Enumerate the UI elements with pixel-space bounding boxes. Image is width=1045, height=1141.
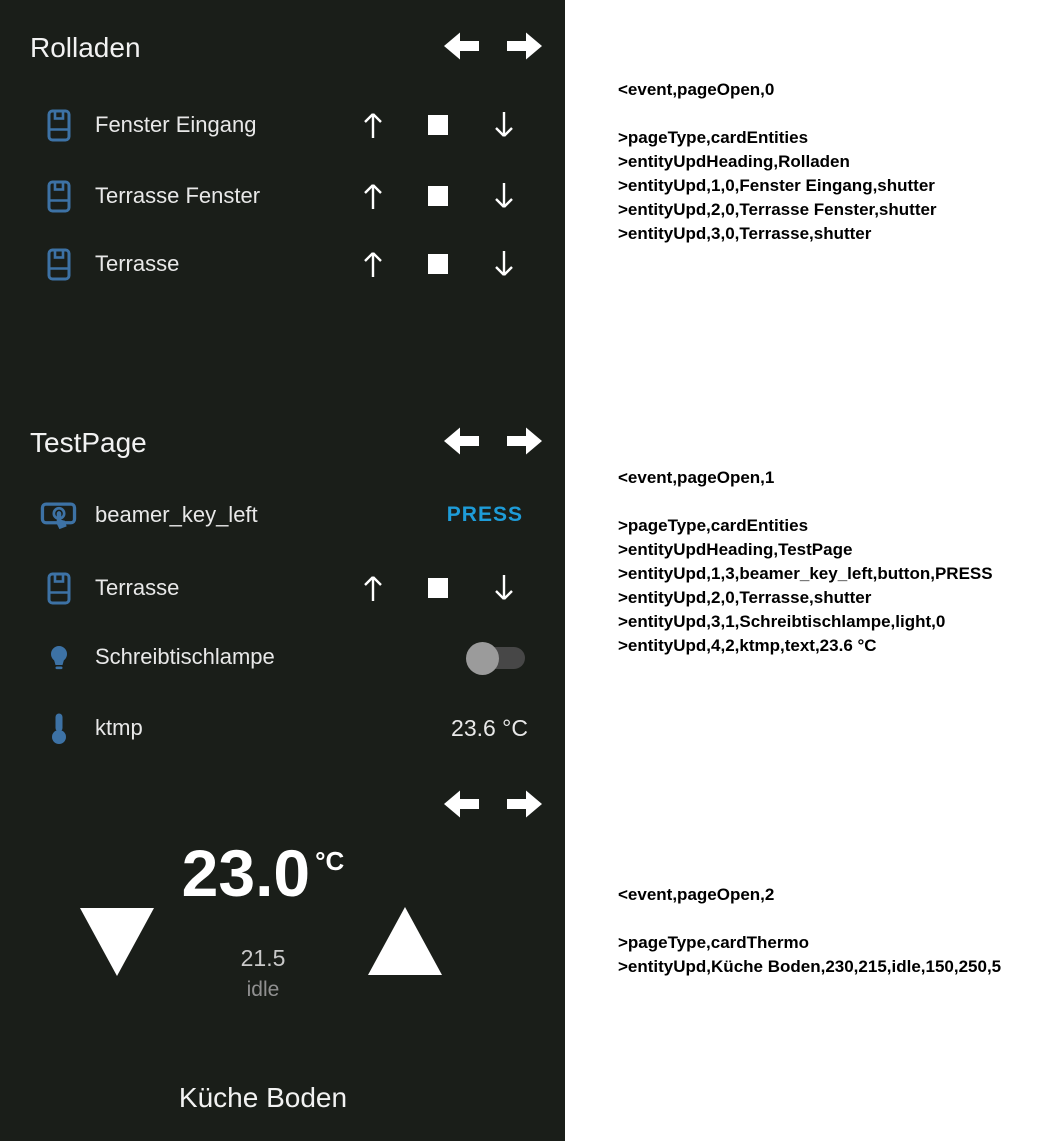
protocol-block-page0 — [618, 78, 1038, 246]
entity-row — [0, 176, 565, 216]
protocol-line: >pageType,cardThermo — [618, 933, 809, 952]
lightbulb-icon — [36, 637, 82, 677]
protocol-event-line: <event,pageOpen,2 — [618, 885, 775, 904]
shutter-down-icon[interactable] — [491, 109, 517, 141]
protocol-event-line: <event,pageOpen,0 — [618, 80, 775, 99]
entity-label: beamer_key_left — [95, 502, 258, 527]
temperature-unit: °C — [315, 846, 345, 876]
protocol-line: >entityUpd,3,1,Schreibtischlampe,light,0 — [618, 612, 946, 631]
nav-prev-icon[interactable] — [441, 426, 481, 456]
protocol-line: >entityUpd,4,2,ktmp,text,23.6 °C — [618, 636, 877, 655]
shutter-down-icon[interactable] — [491, 572, 517, 604]
protocol-block-page2 — [618, 883, 1038, 979]
shutter-down-icon[interactable] — [491, 248, 517, 280]
protocol-line: >entityUpd,1,3,beamer_key_left,button,PRESS — [618, 564, 993, 583]
entity-row — [0, 244, 565, 284]
nav-prev-icon[interactable] — [441, 789, 481, 819]
protocol-line: >entityUpd,3,0,Terrasse,shutter — [618, 224, 872, 243]
protocol-block-page1 — [618, 466, 1038, 658]
protocol-line: >entityUpdHeading,Rolladen — [618, 152, 850, 171]
shutter-up-icon[interactable] — [360, 109, 386, 141]
entity-label: Schreibtischlampe — [95, 644, 275, 669]
thermometer-icon — [36, 708, 82, 748]
page-title: Rolladen — [30, 32, 141, 63]
protocol-responses — [618, 514, 1038, 658]
target-temperature: 21.5 — [240, 945, 286, 971]
press-button[interactable]: PRESS — [446, 503, 523, 526]
shutter-stop-icon[interactable] — [428, 186, 448, 206]
current-temperature — [0, 838, 526, 908]
shutter-up-icon[interactable] — [360, 180, 386, 212]
page-navigation — [441, 426, 545, 456]
protocol-line: >entityUpdHeading,TestPage — [618, 540, 853, 559]
entity-row — [0, 637, 565, 677]
entity-row — [0, 568, 565, 608]
thermostat-title: Küche Boden — [178, 1082, 348, 1113]
nav-next-icon[interactable] — [505, 31, 545, 61]
shutter-icon — [36, 176, 82, 216]
toggle-knob — [466, 642, 499, 675]
gesture-tap-button-icon — [36, 495, 82, 535]
protocol-line: >pageType,cardEntities — [618, 128, 809, 147]
protocol-responses — [618, 931, 1038, 979]
entity-label: ktmp — [95, 715, 143, 740]
shutter-stop-icon[interactable] — [428, 254, 448, 274]
hvac-state: idle — [246, 978, 280, 1001]
entity-label: Terrasse — [95, 575, 180, 600]
protocol-line: >entityUpd,1,0,Fenster Eingang,shutter — [618, 176, 935, 195]
protocol-line: >entityUpd,2,0,Terrasse Fenster,shutter — [618, 200, 937, 219]
shutter-stop-icon[interactable] — [428, 578, 448, 598]
entity-label: Fenster Eingang — [95, 112, 257, 137]
protocol-line: >pageType,cardEntities — [618, 516, 809, 535]
protocol-line: >entityUpd,2,0,Terrasse,shutter — [618, 588, 872, 607]
nav-prev-icon[interactable] — [441, 31, 481, 61]
entity-label: Terrasse Fenster — [95, 183, 261, 208]
protocol-responses — [618, 126, 1038, 246]
light-toggle[interactable] — [468, 647, 525, 669]
shutter-icon — [36, 568, 82, 608]
shutter-up-icon[interactable] — [360, 248, 386, 280]
shutter-icon — [36, 244, 82, 284]
entity-label: Terrasse — [95, 251, 180, 276]
sensor-value: 23.6 °C — [451, 715, 528, 741]
nav-next-icon[interactable] — [505, 426, 545, 456]
page-navigation — [441, 31, 545, 61]
shutter-down-icon[interactable] — [491, 180, 517, 212]
shutter-icon — [36, 105, 82, 145]
page-title: TestPage — [30, 427, 147, 458]
protocol-event-line: <event,pageOpen,1 — [618, 468, 775, 487]
page-navigation — [441, 789, 545, 819]
current-temperature-value: 23.0 — [181, 836, 311, 910]
protocol-line: >entityUpd,Küche Boden,230,215,idle,150,250,5 — [618, 957, 1002, 976]
entity-row — [0, 105, 565, 145]
entity-row — [0, 495, 565, 535]
shutter-up-icon[interactable] — [360, 572, 386, 604]
shutter-stop-icon[interactable] — [428, 115, 448, 135]
nav-next-icon[interactable] — [505, 789, 545, 819]
entity-row — [0, 708, 565, 748]
